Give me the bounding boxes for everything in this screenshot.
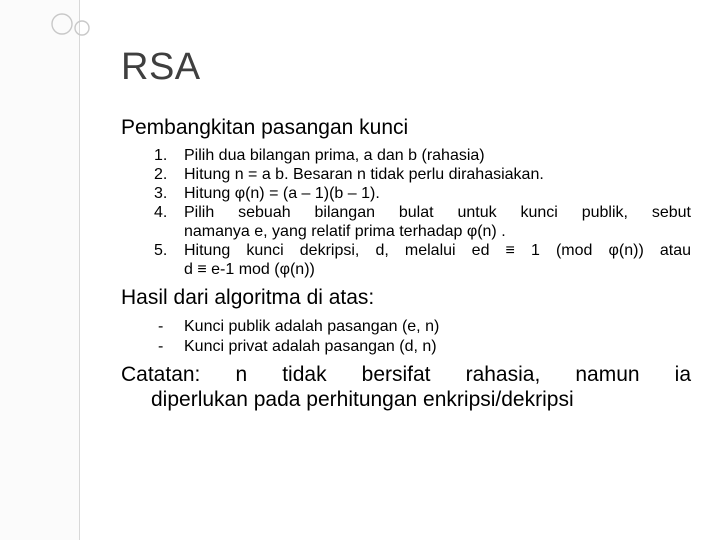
- slide-title: RSA: [121, 46, 201, 88]
- list-item: [121, 165, 691, 184]
- note-line: Catatan: n tidak bersifat rahasia, namun ia: [121, 363, 691, 386]
- step-text: Hitung kunci dekripsi, d, melalui ed ≡ 1 (mod φ(n)) atau: [184, 242, 691, 259]
- step-text: Pilih sebuah bilangan bulat untuk kunci publik, sebut: [184, 204, 691, 221]
- step-text: Pilih dua bilangan prima, a dan b (rahasia): [184, 147, 485, 164]
- step-number: 5.: [154, 242, 168, 259]
- step-text: Hitung φ(n) = (a – 1)(b – 1).: [184, 185, 380, 202]
- result-text: Kunci publik adalah pasangan (e, n): [184, 318, 440, 335]
- step-text-continuation: d ≡ e-1 mod (φ(n)): [184, 261, 315, 278]
- step-text-continuation: namanya e, yang relatif prima terhadap φ(n) .: [184, 223, 506, 240]
- dash-bullet: -: [158, 338, 164, 355]
- slide-content: [121, 115, 691, 412]
- decorative-circles-icon: [50, 12, 110, 42]
- list-item: [121, 317, 691, 337]
- step-number: 2.: [154, 166, 168, 183]
- note-line-continuation: diperlukan pada perhitungan enkripsi/dekripsi: [151, 388, 574, 411]
- list-item: [121, 337, 691, 357]
- step-number: 4.: [154, 204, 168, 221]
- list-item: [121, 203, 691, 241]
- section-heading-result: Hasil dari algoritma di atas:: [121, 286, 375, 309]
- step-number: 1.: [154, 147, 168, 164]
- result-text: Kunci privat adalah pasangan (d, n): [184, 338, 437, 355]
- note-paragraph: [121, 362, 691, 412]
- step-text: Hitung n = a b. Besaran n tidak perlu dirahasiakan.: [184, 166, 544, 183]
- result-list: [121, 317, 691, 357]
- left-sidebar-panel: [0, 0, 80, 540]
- key-generation-steps: [121, 146, 691, 279]
- section-heading-key-generation: Pembangkitan pasangan kunci: [121, 116, 409, 139]
- step-number: 3.: [154, 185, 168, 202]
- list-item: [121, 184, 691, 203]
- list-item: [121, 146, 691, 165]
- list-item: [121, 241, 691, 279]
- dash-bullet: -: [158, 318, 164, 335]
